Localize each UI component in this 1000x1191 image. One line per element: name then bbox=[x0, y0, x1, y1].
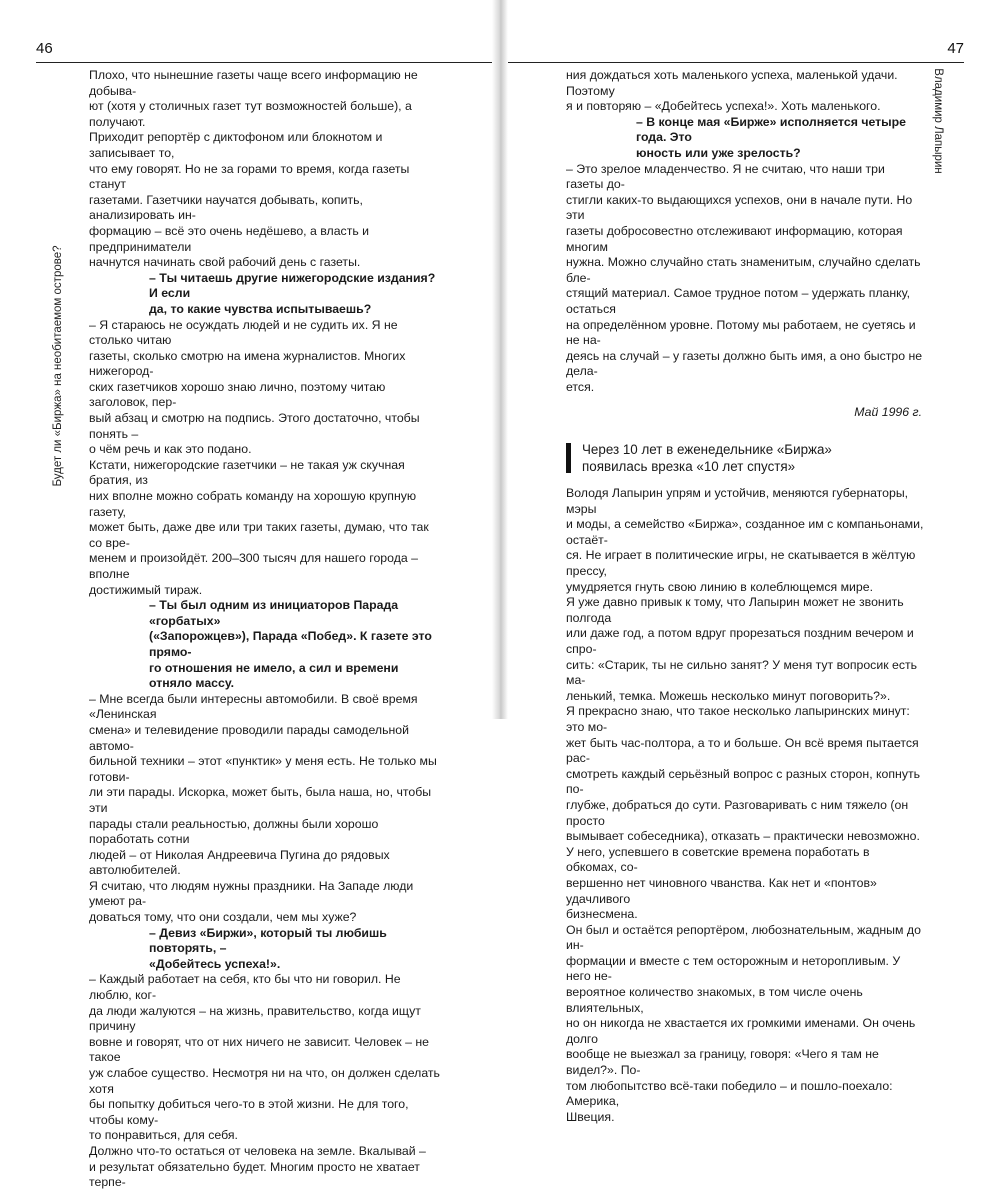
paragraph: Плохо, что нынешние газеты чаще всего информацию не добыва- ют (хотя у столичных газет тут возможностей больше), а получают. Приходит репортёр с диктофоном или блокнотом и записывает то, что ему говорят. Но не за горами то время, когда газеты станут газетами. Газетчики научатся добывать, копить, анализировать ин- формацию – всё это очень недёшево, а власть и предприниматели начнутся начинать свой рабочий день с газеты. bbox=[89, 68, 418, 270]
paragraph: ния дождаться хоть маленького успеха, маленькой удачи. Поэтому я и повторяю – «Добейтесь успеха!». Хоть маленького. bbox=[566, 68, 898, 114]
page-number: 46 bbox=[36, 40, 53, 57]
section-heading bbox=[566, 441, 924, 475]
right-text-column bbox=[566, 68, 924, 1125]
paragraph: – Каждый работает на себя, кто бы что ни говорил. Не люблю, ког- да люди жалуются – на жизнь, правительство, когда ищут причину вовне и говорят, что от них ничего не зависит. Человек – не такое уж слабое существо. Несмотря ни на что, он должен сделать хотя бы попытку добиться чего-то в этой жизни. Не для того, чтобы кому- то понравиться, для себя. Должно что-то остаться от человека на земле. Вкалывай – и результат обязательно будет. Многим просто не хватает терпе- bbox=[89, 972, 440, 1190]
paragraph: – Это зрелое младенчество. Я не считаю, что наши три газеты до- стигли каких-то выдающихся успехов, они в начале пути. Но эти газеты добросовестно отслеживают информацию, которая многим нужна. Можно случайно стать знаменитым, случайно сделать бле- стящий материал. Самое трудное потом – удержать планку, остаться на определённом уровне. Потому мы работаем, не суетясь и не на- деясь на случай – у газеты должно быть имя, а оно быстро не дела- ется. bbox=[566, 161, 923, 394]
interview-question: – Девиз «Биржи», который ты любишь повторять, – «Добейтесь успеха!». bbox=[149, 925, 387, 971]
book-gutter bbox=[492, 0, 508, 719]
left-text-column bbox=[89, 68, 441, 1191]
left-page bbox=[0, 0, 492, 1190]
running-head: Будет ли «Биржа» на необитаемом острове? bbox=[52, 245, 64, 487]
paragraph: – Я стараюсь не осуждать людей и не судить их. Я не столько читаю газеты, сколько смотрю на имена журналистов. Многих нижегород- ских газетчиков хорошо знаю лично, поэтому читаю заголовок, пер- вый абзац и смотрю на подпись. Этого достаточно, чтобы понять – о чём речь и как это подано. Кстати, нижегородские газетчики – не такая уж скучная братия, из них вполне можно собрать команду на хорошую крупную газету, может быть, даже две или три таких газеты, думаю, что так со вре- менем и произойдёт. 200–300 тысяч для нашего города – вполне достижимый тираж. bbox=[89, 317, 429, 597]
date-signature: Май 1996 г. bbox=[854, 405, 922, 420]
running-head: Владимир Лапырин bbox=[932, 68, 944, 174]
interview-question: – Ты был одним из инициаторов Парада «горбатых» («Запорожцев»), Парада «Побед». К газете это прямо- го отношения не имело, а сил и времени отняло массу. bbox=[149, 598, 432, 691]
section-title: Через 10 лет в еженедельнике «Биржа» появилась врезка «10 лет спустя» bbox=[582, 442, 832, 475]
right-page bbox=[508, 0, 1000, 1124]
header-rule bbox=[36, 62, 492, 63]
page-number: 47 bbox=[947, 40, 964, 57]
section-marker-bar bbox=[566, 443, 571, 473]
interview-question: – Ты читаешь другие нижегородские издания? И если да, то какие чувства испытываешь? bbox=[149, 270, 436, 316]
interview-question: – В конце мая «Бирже» исполняется четыре года. Это юность или уже зрелость? bbox=[636, 114, 907, 160]
paragraph: Володя Лапырин упрям и устойчив, меняются губернаторы, мэры и моды, а семейство «Биржа», созданное им с компаньонами, остаёт- ся. Не играет в политические игры, не скатывается в жёлтую прессу, умудряется гнуть свою линию в колеблющемся мире. Я уже давно привык к тому, что Лапырин может не звонить полгода или даже год, а потом вдруг прорезаться поздним вечером и спро- сить: «Старик, ты не сильно занят? У меня тут вопросик есть ма- ленький, темка. Можешь несколько минут поговорить?». Я прекрасно знаю, что такое несколько лапыринских минут: это мо- жет быть час-полтора, а то и больше. Он всё время пытается рас- смотреть каждый серьёзный вопрос с разных сторон, копнуть по- глубже, добраться до сути. Разговаривать с ним тяжело (он просто вымывает собеседника), отказать – практически невозможно. У него, успевшего в советские времена поработать в обкомах, со- вершенно нет чиновного чванства. Как нет и «понтов» удачливого бизнесмена. Он был и остаётся репортёром, любознательным, жадным до ин- формации и вместе с тем осторожным и неторопливым. У него не- вероятное количество знакомых, в том числе очень влиятельных, но он никогда не хвастается их громкими именами. Он очень долго вообще не выезжал за границу, говоря: «Чего я там не видел?». По- том любопытство всё-таки победило – и пошло-поехало: Америка, Швеция. bbox=[566, 486, 924, 1124]
paragraph: – Мне всегда были интересны автомобили. В своё время «Ленинская смена» и телевидение проводили парады самодельной автомо- бильной техники – этот «пунктик» у меня есть. Не только мы готови- ли эти парады. Искорка, может быть, была наша, но, чтобы эти парады стали реальностью, должны были хорошо поработать сотни людей – от Николая Андреевича Пугина до рядовых автолюбителей. Я считаю, что людям нужны праздники. На Западе люди умеют ра- доваться тому, что они создали, чем мы хуже? bbox=[89, 691, 437, 925]
header-rule bbox=[508, 62, 964, 63]
